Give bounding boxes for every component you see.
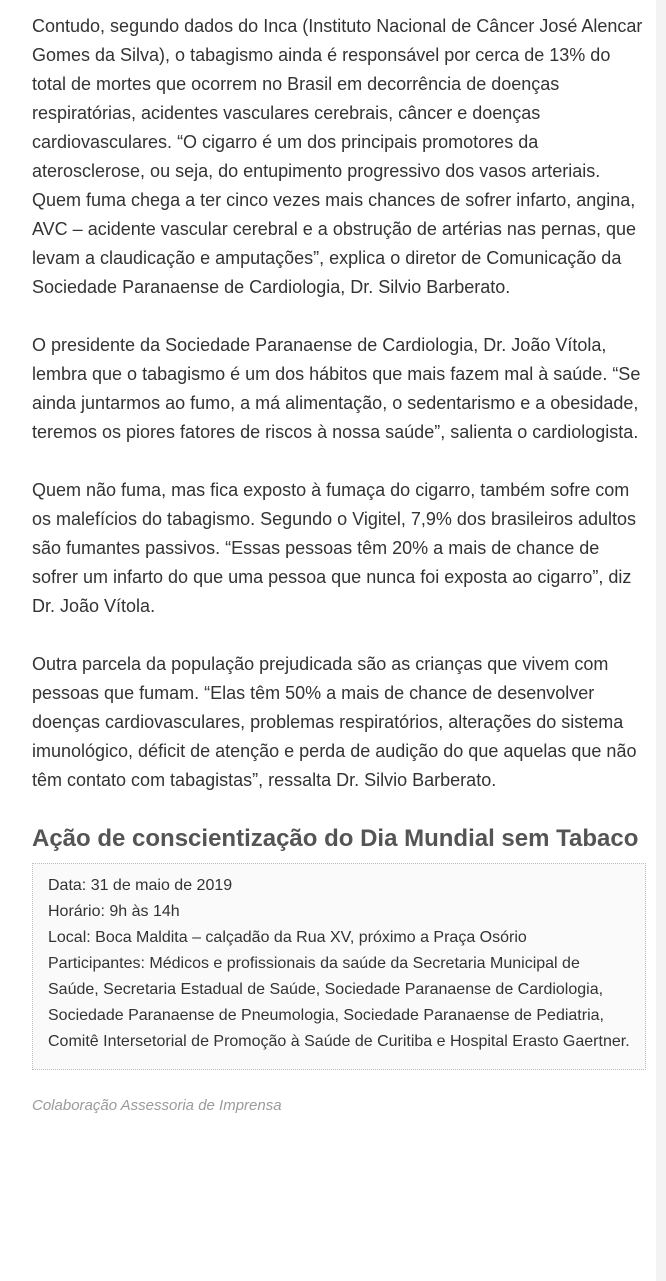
paragraph-children: Outra parcela da população prejudicada são as crianças que vivem com pessoas que fumam. “Elas têm 50% a mais de chance de desenvolver doenças cardiovasculares, problemas respiratórios, alterações do sistema imunológico, déficit de atenção e perda de audição do que aquelas que não têm contato com tabagistas”, ressalta Dr. Silvio Barberato. [32,654,637,790]
press-credit: Colaboração Assessoria de Imprensa [32,1097,282,1114]
event-info-box [32,863,646,1070]
article-body [32,12,644,1116]
event-date: Data: 31 de maio de 2019 [48,877,233,894]
event-time: Horário: 9h às 14h [48,903,180,920]
paragraph-passive-smokers: Quem não fuma, mas fica exposto à fumaça do cigarro, também sofre com os malefícios do tabagismo. Segundo o Vigitel, 7,9% dos brasileiros adultos são fumantes passivos. “Essas pessoas têm 20% a mais de chance de sofrer um infarto do que uma pessoa que nunca foi exposta ao cigarro”, diz Dr. João Vítola. [32,480,637,616]
scrollbar[interactable] [656,0,666,1281]
event-location: Local: Boca Maldita – calçadão da Rua XV, próximo a Praça Osório [48,929,527,946]
paragraph-president-quote: O presidente da Sociedade Paranaense de Cardiologia, Dr. João Vítola, lembra que o tabagismo é um dos hábitos que mais fazem mal à saúde. “Se ainda juntarmos ao fumo, a má alimentação, o sedentarismo e a obesidade, teremos os piores fatores de riscos à nossa saúde”, salienta o cardiologista. [32,335,641,442]
section-title: Ação de conscientização do Dia Mundial sem Tabaco [32,825,639,852]
event-participants: Participantes: Médicos e profissionais da saúde da Secretaria Municipal de Saúde, Secretaria Estadual de Saúde, Sociedade Paranaense de Cardiologia, Sociedade Paranaense de Pneumologia, Sociedade Paranaense de Pediatria, Comitê Intersetorial de Promoção à Saúde de Curitiba e Hospital Erasto Gaertner. [48,955,630,1050]
paragraph-inca-statistics: Contudo, segundo dados do Inca (Instituto Nacional de Câncer José Alencar Gomes da Silva), o tabagismo ainda é responsável por cerca de 13% do total de mortes que ocorrem no Brasil em decorrência de doenças respiratórias, acidentes vasculares cerebrais, câncer e doenças cardiovasculares. “O cigarro é um dos principais promotores da aterosclerose, ou seja, do entupimento progressivo dos vasos arteriais. Quem fuma chega a ter cinco vezes mais chances de sofrer infarto, angina, AVC – acidente vascular cerebral e a obstrução de artérias nas pernas, que levam a claudicação e amputações”, explica o diretor de Comunicação da Sociedade Paranaense de Cardiologia, Dr. Silvio Barberato. [32,16,643,297]
